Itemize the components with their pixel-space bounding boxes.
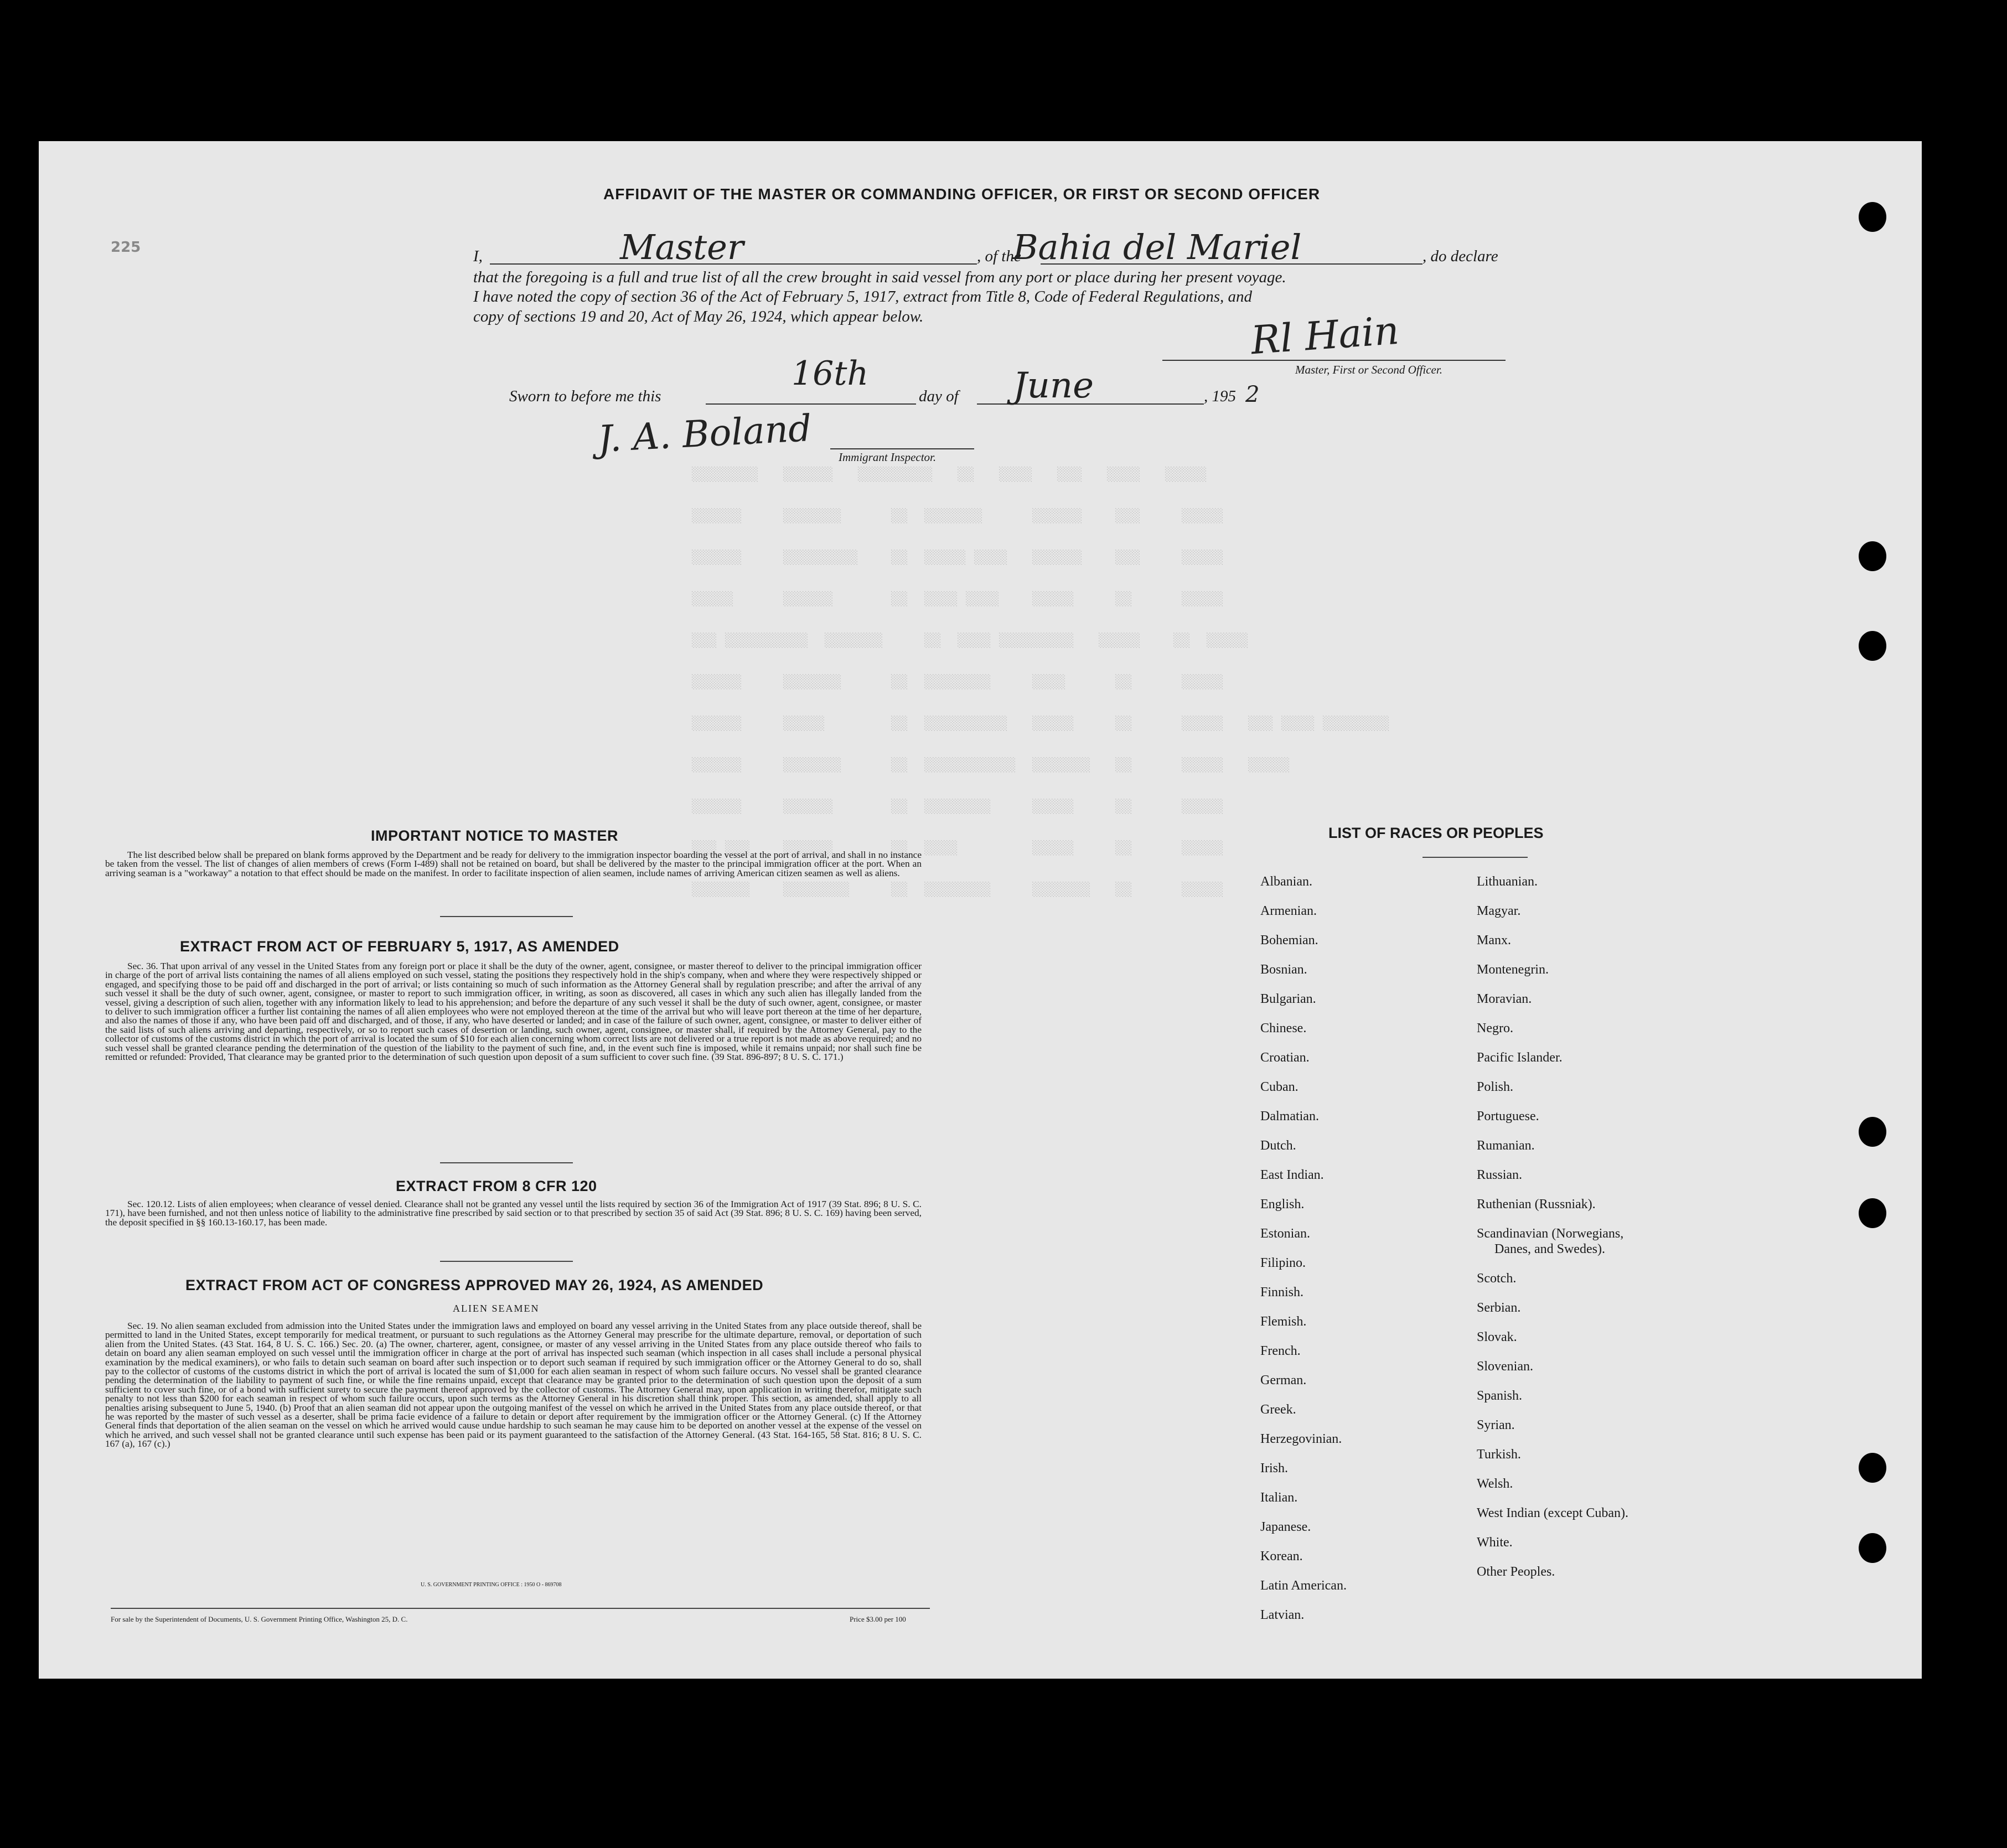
officer-caption: Master, First or Second Officer. (1295, 363, 1442, 376)
officer-signature-rule (1162, 360, 1506, 361)
extract-1917-body: Sec. 36. That upon arrival of any vessel in the United States from any foreign port or place it shall be the duty of the owner, agent, consignee, or master thereof to deliver to the principal immigration officer in charge of the port of arrival lists containing the names of all aliens employed on such vessel, stating the positions they respectively hold in the ship's company, when and where they were respectively shipped or engaged, and specifying those to be paid off and discharged in the port of arrival; or lists containing so much of such information as the Attorney General shall by regulation prescribe; and after the arrival of any such vessel it shall be the duty of such owner, agent, consignee, or master to report to such immigration officer, in writing, as soon as discovered, all cases in which any such alien has illegally landed from the vessel, giving a description of such alien, together with any information likely to lead to his apprehension; and before the departure of any such vessel it shall be the duty of such owner, agent, consignee, or master to deliver to such immigration officer a further list containing the names of all alien employees who were not employed thereon at the time of the arrival but who will leave port thereon at the time of her departure, and also the names of those if any, who have been paid off and discharged, and of those, if any, who have deserted or landed; and in case of the failure of such owner, agent, consignee, or master to deliver either of the said lists of such aliens arriving and departing, respectively, or so to report such cases of desertion or landing, such owner, agent, consignee, or master shall, if required by the Attorney General, pay to the collector of customs of the customs district in which the port of arrival is located the sum of $10 for each alien concerning whom correct lists are not delivered or a true report is not made as above required; and no such vessel shall be granted clearance pending the determination of the question of the liability to the payment of such fine, and, in the event such fine is imposed, while it remains unpaid; nor shall such fine be remitted or refunded: Provided, That clearance may be granted prior to the determination of such question upon deposit of a sum sufficient to cover such fine. (39 Stat. 896-897; 8 U. S. C. 171.) (105, 961, 922, 1063)
race-item: Cuban. (1260, 1080, 1299, 1094)
race-item: Ruthenian (Russniak). (1477, 1197, 1596, 1212)
officer-signature: Rl Hain (1249, 307, 1401, 364)
divider (440, 1261, 573, 1262)
printing-office-mark: U. S. GOVERNMENT PRINTING OFFICE : 1950 O - 869708 (421, 1582, 562, 1588)
month-handwritten: June (1013, 365, 1094, 406)
alien-seamen-subheading: ALIEN SEAMEN (453, 1303, 540, 1314)
race-item: East Indian. (1260, 1168, 1324, 1182)
race-item: Russian. (1477, 1168, 1523, 1182)
race-item: Montenegrin. (1477, 962, 1549, 977)
day-of-label: day of (919, 387, 959, 405)
extract-1917-heading: EXTRACT FROM ACT OF FEBRUARY 5, 1917, AS AMENDED (180, 938, 619, 955)
race-item: Flemish. (1260, 1314, 1307, 1329)
race-item: Pacific Islander. (1477, 1050, 1563, 1065)
race-item: Italian. (1260, 1490, 1298, 1505)
master-handwritten: Master (620, 227, 744, 267)
race-item: Negro. (1477, 1021, 1513, 1036)
race-item: English. (1260, 1197, 1305, 1212)
notice-body: The list described below shall be prepared on blank forms approved by the Department and be ready for delivery to the immigration inspector boarding the vessel at the port of arrival, and shall in no instance be taken from the vessel. The list of changes of alien members of crews (Form I-489) shall not be retained on board, but shall be delivered by the master to the principal immigration officer at the port. When an arriving seaman is a "workaway" a notation to that effect should be made on the manifest. In order to facilitate inspection of alien seamen, include names of arriving American citizen seamen as well as aliens. (105, 850, 922, 878)
race-item: Slovak. (1477, 1330, 1517, 1344)
race-item: Bosnian. (1260, 962, 1307, 977)
race-item: German. (1260, 1373, 1307, 1388)
race-item: Korean. (1260, 1549, 1303, 1564)
race-item: Other Peoples. (1477, 1565, 1555, 1579)
race-item: Moravian. (1477, 992, 1532, 1006)
affidavit-title: AFFIDAVIT OF THE MASTER OR COMMANDING OFFICER, OR FIRST OR SECOND OFFICER (603, 185, 1321, 203)
race-item: Dutch. (1260, 1138, 1296, 1153)
inspector-caption: Immigrant Inspector. (839, 451, 937, 464)
race-item: Scotch. (1477, 1271, 1517, 1286)
sworn-label: Sworn to before me this (509, 387, 661, 405)
race-item: Bohemian. (1260, 933, 1318, 948)
year-handwritten: 2 (1245, 382, 1260, 407)
race-item: Polish. (1477, 1080, 1514, 1094)
races-divider (1423, 857, 1528, 858)
races-heading: LIST OF RACES OR PEOPLES (1328, 825, 1544, 841)
race-item: Finnish. (1260, 1285, 1304, 1300)
of-the-label: , of the (977, 247, 1021, 265)
race-item: Dalmatian. (1260, 1109, 1319, 1124)
race-item: Armenian. (1260, 904, 1317, 918)
footer-left: For sale by the Superintendent of Documents, U. S. Government Printing Office, Washington 25, D. C. (111, 1615, 408, 1623)
affidavit-text-3: I have noted the copy of section 36 of the Act of February 5, 1917, extract from Title 8, Code of Federal Regulations, and (473, 288, 1253, 306)
race-item: Scandinavian (Norwegians, (1477, 1226, 1624, 1241)
notice-heading: IMPORTANT NOTICE TO MASTER (371, 827, 618, 844)
race-item: Manx. (1477, 933, 1511, 948)
race-item: Greek. (1260, 1402, 1296, 1417)
race-item: Filipino. (1260, 1256, 1306, 1270)
footer-right: Price $3.00 per 100 (850, 1615, 906, 1623)
divider (440, 916, 573, 917)
race-item: West Indian (except Cuban). (1477, 1506, 1628, 1520)
footer-rule (111, 1608, 930, 1609)
inspector-rule (830, 448, 974, 449)
declare-label: , do declare (1423, 247, 1498, 265)
extract-cfr-body: Sec. 120.12. Lists of alien employees; when clearance of vessel denied. Clearance shall not be granted any vessel until the lists required by section 36 of the Immigration Act of 1917 (39 Stat. 896; 8 U. S. C. 171), have been furnished, and not then unless notice of liability to the administrative fine prescribed by said section or to that prescribed by section 35 of said Act (39 Stat. 896; 8 U. S. C. 169) having been served, the deposit specified in §§ 160.13-160.17, has been made. (105, 1199, 922, 1228)
bleed-through-texture: ░░░░░░░░ ░░░░░░ ░░░░░░░░░ ░░ ░░░░ ░░░ ░░░░ ░░░░░ ░░░░░░ ░░░░░░░ ░░ ░░░░░░░ ░░░░░░ ░░░ ░░░░░ ░░░░░░ ░░░░░░░░░ ░░ ░░░░░ ░░░░ ░░░░░░ ░░░ ░░░░░ ░░░░░ ░░░░░░ ░░ ░░░░ ░░░░ ░░░░░ ░░ ░░░░░ ░░░ ░░░░░░░░░░ ░░░░░░░ ░░ ░░░░ ░░░░░░░░░ ░░░░░ ░░ ░░░░░ ░░░░░░ ░░░░░░░ ░░ ░░░░░░░░ ░░░░ ░░ ░░░░░ ░░░░░░ ░░░░░ ░░ ░░░░░░░░░░ ░░░░░ ░░ ░░░░░ ░░░ ░░░░ ░░░░░░░░ ░░░░░░ ░░░░░░░ ░░ ░░░░░░░░░░░ ░░░░░░░ ░░ ░░░░░ ░░░░░ ░░░░░░ ░░░░░░ ░░ ░░░░░░░░ ░░░░░ ░░ ░░░░░ ░░░ ░░░ ░░░░░░ ░░ ░░░░ ░░░░░ ░░ ░░░░░ ░░░░░░░ ░░░░░░░░ ░░ ░░░░░░░░ ░░░░░░░ ░░ ░░░░░ (692, 467, 1390, 898)
extract-1924-heading: EXTRACT FROM ACT OF CONGRESS APPROVED MAY 26, 1924, AS AMENDED (185, 1277, 764, 1293)
race-item: Irish. (1260, 1461, 1288, 1476)
race-item: Estonian. (1260, 1226, 1310, 1241)
race-item: Herzegovinian. (1260, 1432, 1342, 1446)
race-item: Danes, and Swedes). (1494, 1242, 1605, 1256)
race-item: Welsh. (1477, 1477, 1513, 1491)
race-item: Serbian. (1477, 1301, 1521, 1315)
race-item: Bulgarian. (1260, 992, 1316, 1006)
race-item: Albanian. (1260, 874, 1312, 889)
inspector-signature: J. A. Boland (597, 406, 813, 461)
affidavit-text-4: copy of sections 19 and 20, Act of May 26, 1924, which appear below. (473, 308, 924, 325)
race-item: French. (1260, 1344, 1301, 1358)
race-item: Latvian. (1260, 1608, 1305, 1622)
day-rule (706, 403, 916, 405)
race-item: Slovenian. (1477, 1359, 1533, 1374)
day-handwritten: 16th (792, 354, 869, 393)
divider (440, 1162, 573, 1163)
race-item: Croatian. (1260, 1050, 1310, 1065)
race-item: White. (1477, 1535, 1513, 1550)
race-item: Magyar. (1477, 904, 1521, 918)
race-item: Turkish. (1477, 1447, 1521, 1462)
extract-1924-body: Sec. 19. No alien seaman excluded from admission into the United States under the immigration laws and employed on board any vessel arriving in the United States from any place outside thereof, shall be permitted to land in the United States, except temporarily for medical treatment, or pursuant to such regulations as the Attorney General may prescribe for the ultimate departure, removal, or deportation of such alien from the United States. (43 Stat. 164, 8 U. S. C. 166.) Sec. 20. (a) The owner, charterer, agent, consignee, or master of any vessel arriving in the United States from any place outside thereof who fails to detain on board any alien seaman employed on such vessel until the immigration officer in charge at the port of arrival has inspected such seaman (which inspection in all cases shall include a personal physical examination by the medical examiners), or who fails to detain such seaman on board after such inspection or to deport such seaman if required by such immigration officer or the Attorney General to do so, shall pay to the collector of customs of the customs district in which the port of arrival is located the sum of $1,000 for each alien seaman in respect of whom such failure occurs. No vessel shall be granted clearance pending the determination of the liability to payment of such fine, or while the fine remains unpaid, except that clearance may be granted prior to the determination of such question upon the deposit of a sum sufficient to cover such fine, or of a bond with sufficient surety to secure the payment thereof approved by the collector of customs. The Attorney General may, upon application in writing therefor, mitigate such penalty to not less than $200 for each seaman in respect of whom such failure occurs, upon such terms as the Attorney General in his discretion shall think proper. This section, as amended, shall apply to all penalties arising subsequent to June 5, 1940. (b) Proof that an alien seaman did not appear upon the outgoing manifest of the vessel on which he arrived in the United States from any place outside thereof, or that he was reported by the master of such vessel as a deserter, shall be prima facie evidence of a failure to detain or deport after requirement by the immigration officer or the Attorney General. (c) If the Attorney General finds that deportation of the alien seaman on the vessel on which he arrived would cause undue hardship to such seaman he may cause him to be deported on another vessel at the expense of the vessel on which he arrived, and such vessel shall not be granted clearance until such expense has been paid or its payment guaranteed to the satisfaction of the Attorney General. (43 Stat. 164-165, 58 Stat. 816; 8 U. S. C. 167 (a), 167 (c).) (105, 1321, 922, 1450)
race-item: Syrian. (1477, 1418, 1515, 1432)
race-item: Latin American. (1260, 1578, 1347, 1593)
race-item: Lithuanian. (1477, 874, 1538, 889)
year-label: , 195 (1204, 387, 1236, 405)
race-item: Spanish. (1477, 1389, 1523, 1403)
margin-stamp: 225 (111, 239, 141, 256)
i-label: I, (473, 247, 483, 265)
affidavit-text-2: that the foregoing is a full and true list of all the crew brought in said vessel from any port or place during her present voyage. (473, 268, 1286, 286)
race-item: Portuguese. (1477, 1109, 1539, 1124)
vessel-handwritten: Bahia del Mariel (1013, 227, 1302, 267)
race-item: Rumanian. (1477, 1138, 1535, 1153)
extract-cfr-heading: EXTRACT FROM 8 CFR 120 (396, 1178, 597, 1194)
race-item: Chinese. (1260, 1021, 1307, 1036)
race-item: Japanese. (1260, 1520, 1311, 1534)
